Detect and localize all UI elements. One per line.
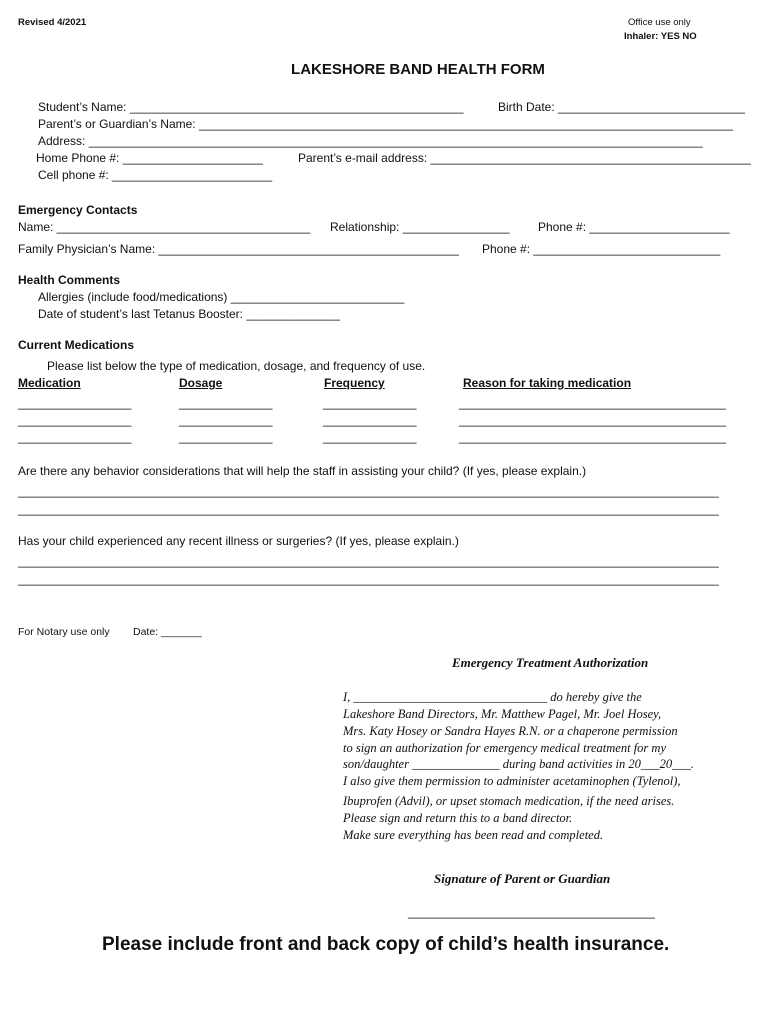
authorization-line[interactable]: I, _______________________________ do hereby give the — [343, 690, 642, 704]
address-field[interactable]: Address: ____________________________________________________________________________________________ — [38, 134, 703, 148]
notary-label: For Notary use only — [18, 626, 110, 638]
col-reason: Reason for taking medication — [463, 376, 632, 390]
emergency-name-field[interactable]: Name: ______________________________________ — [18, 220, 311, 234]
authorization-line: Make sure everything has been read and completed. — [343, 828, 604, 842]
student-name-field[interactable]: Student’s Name: __________________________________________________ — [38, 100, 464, 114]
tetanus-date-field[interactable]: Date of student’s last Tetanus Booster: ______________ — [38, 307, 340, 321]
dosage-line[interactable]: ______________ — [179, 413, 273, 427]
health-comments-heading: Health Comments — [18, 273, 121, 287]
authorization-line: Ibuprofen (Advil), or upset stomach medication, if the need arises. — [343, 794, 675, 808]
physician-phone-field[interactable]: Phone #: ____________________________ — [482, 242, 721, 256]
dosage-line[interactable]: ______________ — [179, 396, 273, 410]
illness-answer-line[interactable]: _________________________________________________________________________________________________________ — [18, 554, 719, 568]
signature-line[interactable]: _____________________________________ — [408, 905, 655, 919]
emergency-phone-field[interactable]: Phone #: _____________________ — [538, 220, 730, 234]
medication-line[interactable]: _________________ — [18, 396, 132, 410]
insurance-note: Please include front and back copy of child’s health insurance. — [102, 934, 670, 955]
authorization-line[interactable]: son/daughter ______________ during band activities in 20___20___. — [343, 757, 695, 771]
inhaler-yes-no: Inhaler: YES NO — [624, 31, 697, 42]
birth-date-field[interactable]: Birth Date: ____________________________ — [498, 100, 745, 114]
illness-question: Has your child experienced any recent illness or surgeries? (If yes, please explain.) — [18, 534, 459, 548]
reason-line[interactable]: ________________________________________ — [459, 413, 726, 427]
reason-line[interactable]: ________________________________________ — [459, 396, 726, 410]
frequency-line[interactable]: ______________ — [323, 413, 417, 427]
authorization-line: Mrs. Katy Hosey or Sandra Hayes R.N. or a chaperone permission — [343, 724, 678, 738]
col-medication: Medication — [18, 376, 81, 390]
behavior-answer-line[interactable]: _________________________________________________________________________________________________________ — [18, 502, 719, 516]
signature-label: Signature of Parent or Guardian — [434, 871, 611, 886]
relationship-field[interactable]: Relationship: ________________ — [330, 220, 510, 234]
medication-line[interactable]: _________________ — [18, 413, 132, 427]
col-dosage: Dosage — [179, 376, 223, 390]
office-use-label: Office use only — [628, 17, 691, 28]
authorization-line: to sign an authorization for emergency medical treatment for my — [343, 741, 666, 755]
page-title: LAKESHORE BAND HEALTH FORM — [291, 61, 545, 78]
behavior-question: Are there any behavior considerations that will help the staff in assisting your child? (If yes, please explain.) — [18, 464, 587, 478]
physician-name-field[interactable]: Family Physician’s Name: _____________________________________________ — [18, 242, 459, 256]
revised-date: Revised 4/2021 — [18, 17, 87, 28]
frequency-line[interactable]: ______________ — [323, 396, 417, 410]
medication-line[interactable]: _________________ — [18, 430, 132, 444]
home-phone-field[interactable]: Home Phone #: _____________________ — [36, 151, 263, 165]
medications-heading: Current Medications — [18, 338, 135, 352]
emergency-contacts-heading: Emergency Contacts — [18, 203, 138, 217]
illness-answer-line[interactable]: _________________________________________________________________________________________________________ — [18, 572, 719, 586]
frequency-line[interactable]: ______________ — [323, 430, 417, 444]
dosage-line[interactable]: ______________ — [179, 430, 273, 444]
authorization-heading: Emergency Treatment Authorization — [452, 655, 649, 670]
parent-name-field[interactable]: Parent’s or Guardian’s Name: ________________________________________________________________________________ — [38, 117, 733, 131]
col-frequency: Frequency — [324, 376, 385, 390]
behavior-answer-line[interactable]: _________________________________________________________________________________________________________ — [18, 484, 719, 498]
parent-email-field[interactable]: Parent’s e-mail address: ________________________________________________ — [298, 151, 751, 165]
authorization-line: Please sign and return this to a band director. — [343, 811, 573, 825]
notary-date-field[interactable]: Date: _______ — [133, 626, 202, 638]
allergies-field[interactable]: Allergies (include food/medications) __________________________ — [38, 290, 405, 304]
reason-line[interactable]: ________________________________________ — [459, 430, 726, 444]
authorization-line: Lakeshore Band Directors, Mr. Matthew Pagel, Mr. Joel Hosey, — [343, 707, 662, 721]
authorization-line: I also give them permission to administer acetaminophen (Tylenol), — [343, 774, 681, 788]
cell-phone-field[interactable]: Cell phone #: ________________________ — [38, 168, 273, 182]
medications-instruction: Please list below the type of medication, dosage, and frequency of use. — [47, 359, 426, 373]
